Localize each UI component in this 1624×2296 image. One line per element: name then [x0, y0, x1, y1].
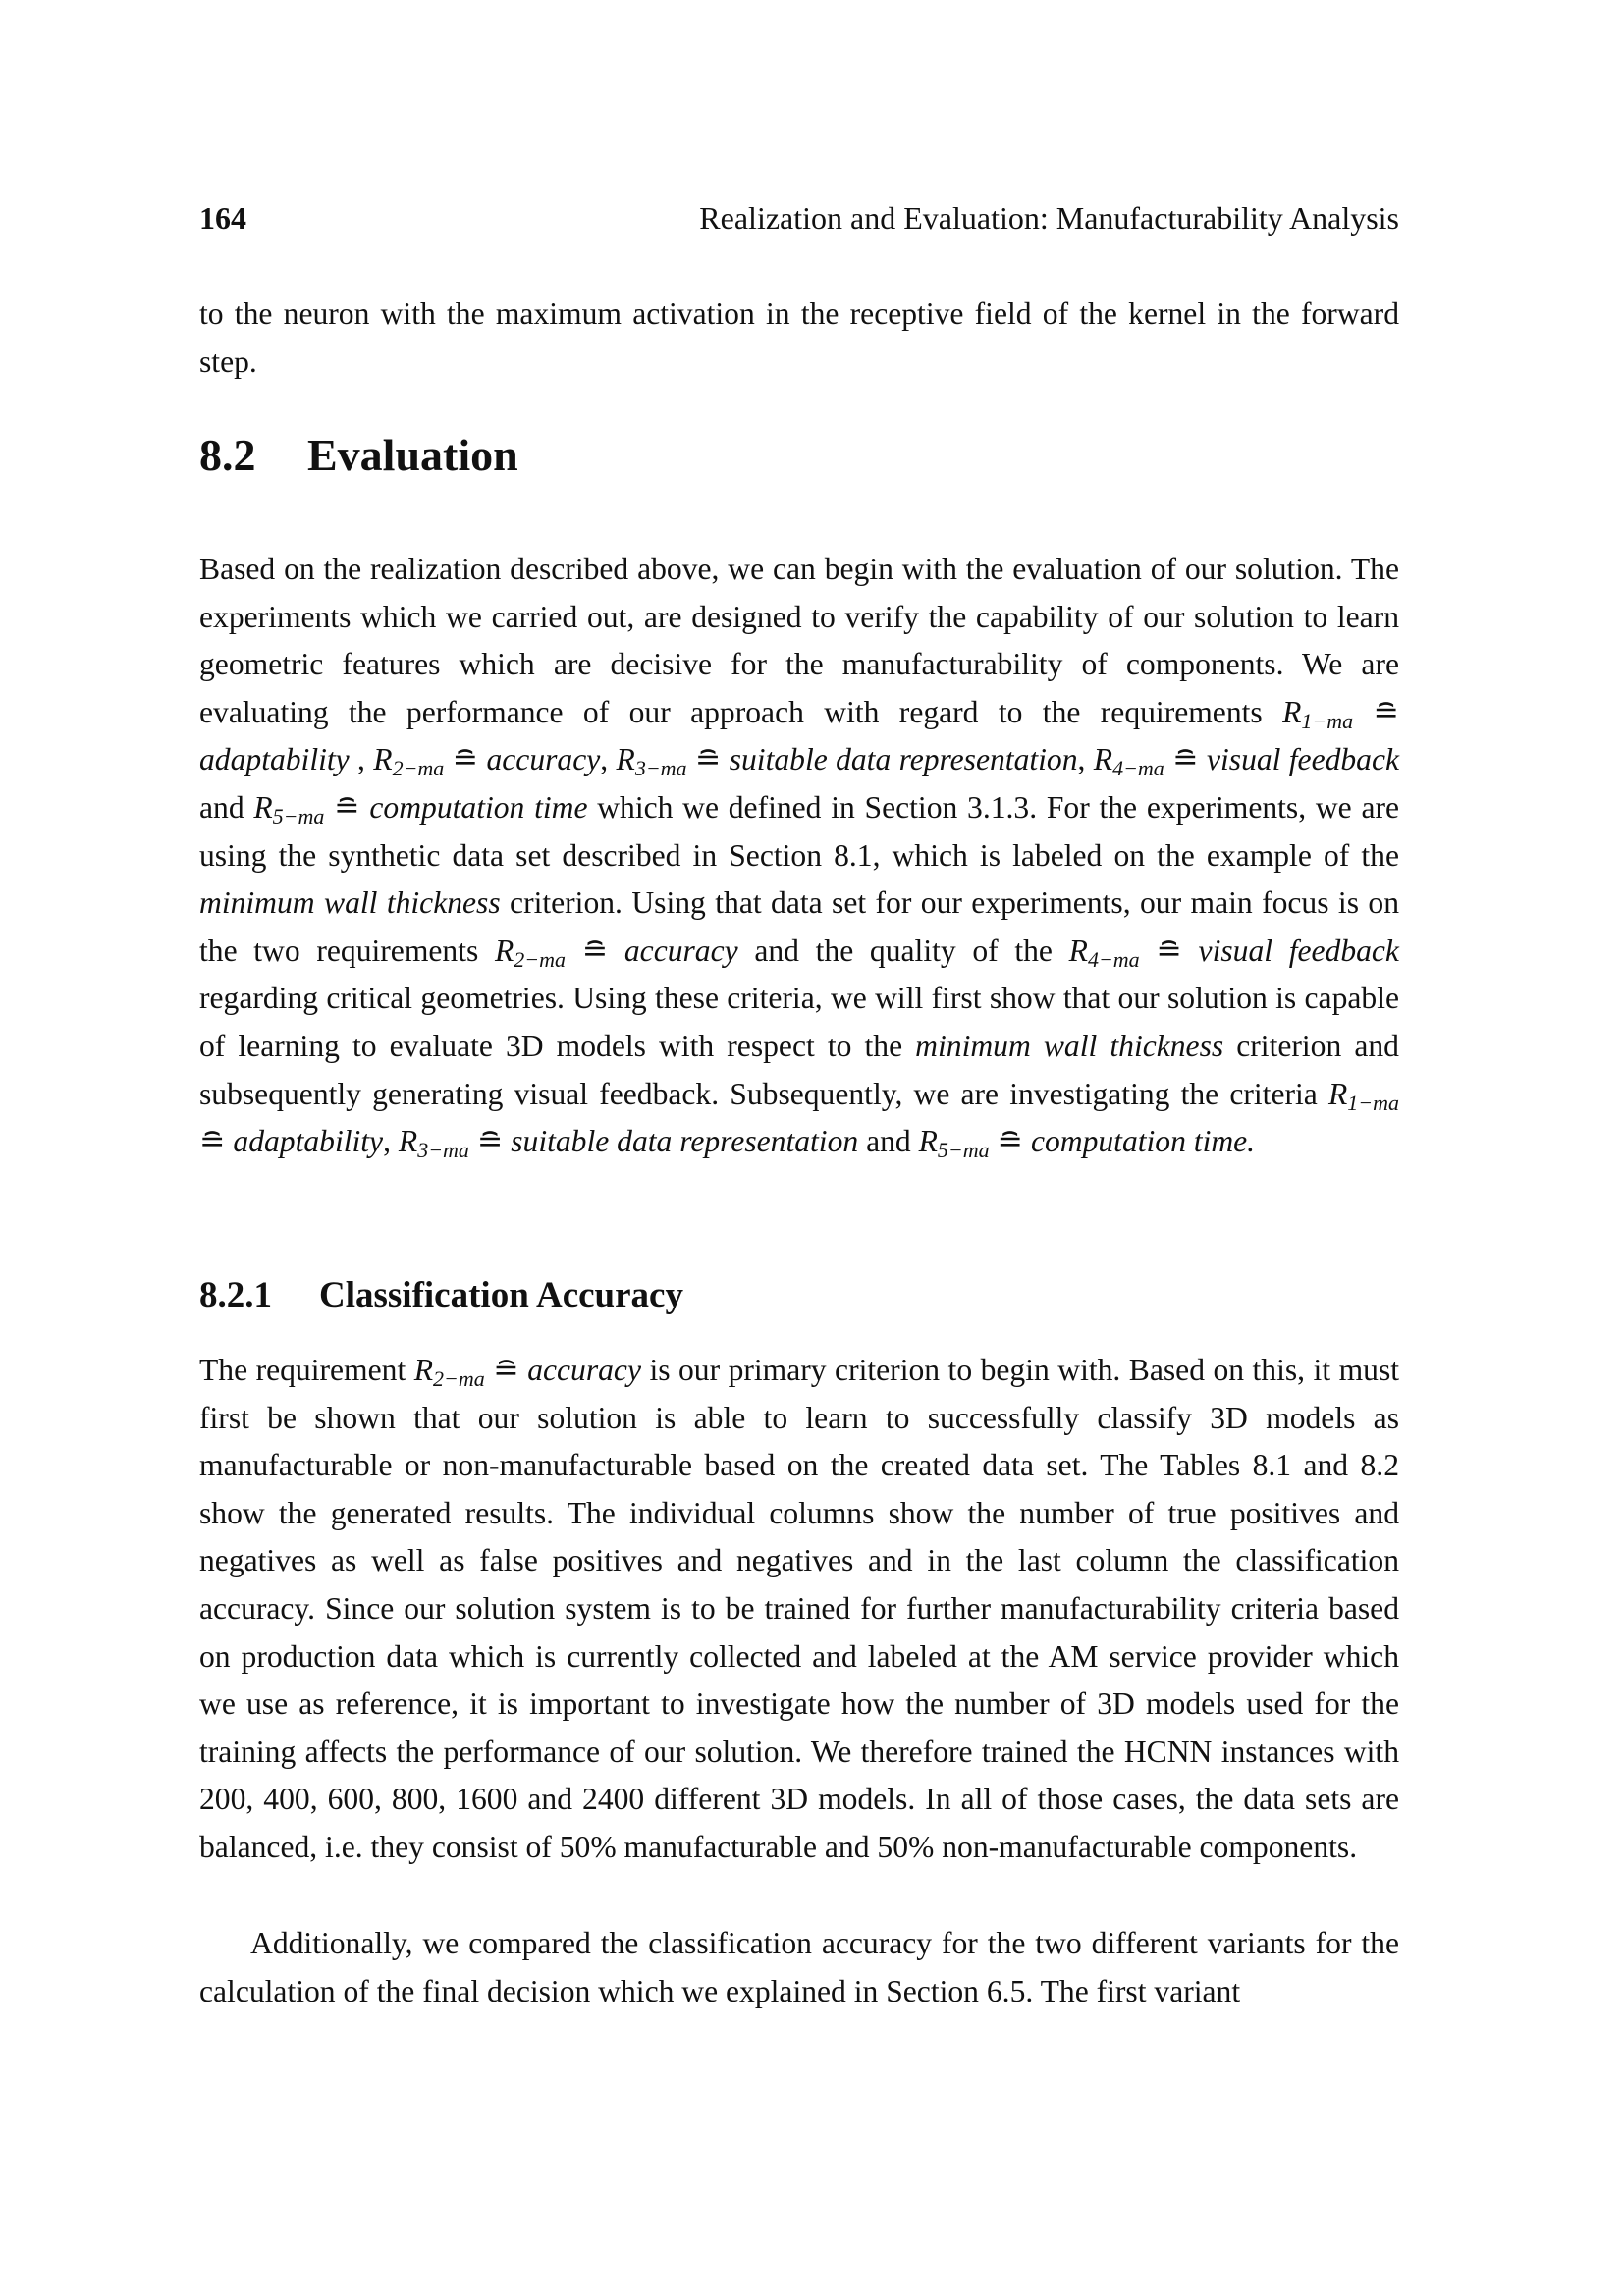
math-symbol: R: [253, 789, 273, 825]
corresponds-symbol: ≘: [581, 933, 609, 968]
text-run: criterion and subsequently generating visual feedback. Subsequently, we are investigating the criteria: [199, 1028, 1399, 1111]
emphasis-term: minimum wall thickness: [915, 1028, 1224, 1063]
text-run: regarding critical geometries. Using these criteria, we will first show that our solution is capable of learning to evaluate 3D models with respect to the: [199, 981, 1399, 1063]
subsection-number: 8.2.1: [199, 1275, 272, 1315]
text-run: is our primary criterion to begin with. Based on this, it must first be shown that our solution is able to learn to successfully classify 3D models as manufacturable or non-manufacturable based on the created data set. The Tables 8.1 and 8.2 show the generated results. The individual columns show the number of true positives and negatives as well as false positives and negatives and in the last column the classification accuracy. Since our solution system is to be trained for further manufacturability criteria based on production data which is currently collected and labeled at the AM service provider which we use as reference, it is important to investigate how the number of 3D models used for the training affects the performance of our solution. We therefore trained the HCNN instances with 200, 400, 600, 800, 1600 and 2400 different 3D models. In all of those cases, the data sets are balanced, i.e. they consist of 50% manufacturable and 50% non-manufacturable components.: [199, 1353, 1400, 1864]
corresponds-symbol: ≘: [1373, 694, 1399, 729]
intro-continuation-paragraph: to the neuron with the maximum activation in the receptive field of the kernel in the forward step.: [199, 296, 1399, 379]
math-symbol: R: [494, 933, 514, 968]
text-run: and the quality of the: [737, 933, 1069, 968]
corresponds-symbol: ≘: [334, 789, 360, 825]
corresponds-symbol: ≘: [1172, 742, 1199, 777]
section-heading: [199, 428, 518, 483]
math-symbol: R: [373, 742, 393, 777]
math-subscript: 2−ma: [433, 1366, 485, 1391]
text-run: criterion. Using that data set for our experiments, our main focus is on the two requirements: [199, 885, 1399, 968]
subsection-heading: [199, 1272, 683, 1319]
math-term: accuracy: [527, 1353, 641, 1387]
text-run: The requirement: [199, 1353, 414, 1387]
evaluation-paragraph: [199, 546, 1399, 1166]
math-term: computation time: [369, 789, 588, 825]
math-term: suitable data representation: [729, 742, 1078, 777]
math-symbol: R: [1327, 1076, 1348, 1111]
math-term: suitable data representation: [511, 1124, 859, 1159]
corresponds-symbol: ≘: [1156, 933, 1182, 968]
math-subscript: 5−ma: [937, 1138, 990, 1163]
math-symbol: R: [413, 1353, 434, 1387]
section-title: Evaluation: [307, 430, 518, 480]
math-subscript: 4−ma: [1112, 756, 1164, 781]
corresponds-symbol: ≘: [199, 1124, 226, 1159]
math-symbol: R: [1282, 694, 1302, 729]
running-title: Realization and Evaluation: Manufacturability Analysis: [699, 200, 1399, 236]
corresponds-symbol: ≘: [694, 742, 722, 777]
classification-accuracy-paragraph: [199, 1347, 1399, 1872]
math-subscript: 5−ma: [272, 803, 325, 828]
math-symbol: R: [1093, 742, 1113, 777]
math-symbol: R: [398, 1124, 418, 1159]
math-subscript: 2−ma: [514, 946, 567, 972]
emphasis-term: minimum wall thickness: [199, 885, 501, 921]
math-term: adaptability: [199, 742, 350, 777]
text-run: and: [858, 1124, 919, 1159]
math-term: computation time.: [1030, 1124, 1256, 1159]
math-term: visual feedback: [1198, 933, 1399, 968]
math-symbol: R: [1068, 933, 1088, 968]
text-run: ,: [349, 742, 374, 777]
math-term: accuracy: [486, 742, 601, 777]
math-subscript: 4−ma: [1087, 946, 1140, 972]
text-run: which we defined in Section 3.1.3. For the experiments, we are using the synthetic data set described in Section 8.1, which is labeled on the example of the: [199, 789, 1400, 873]
corresponds-symbol: ≘: [452, 742, 479, 777]
page-number: 164: [199, 200, 246, 236]
math-term: visual feedback: [1206, 742, 1400, 777]
text-run: and: [199, 789, 254, 825]
text-run: ,: [1077, 742, 1094, 777]
corresponds-symbol: ≘: [493, 1353, 519, 1387]
text-run: ,: [600, 742, 617, 777]
subsection-title: Classification Accuracy: [319, 1275, 683, 1315]
math-subscript: 3−ma: [417, 1138, 469, 1163]
math-subscript: 1−ma: [1347, 1090, 1399, 1115]
math-symbol: R: [616, 742, 635, 777]
math-subscript: 2−ma: [392, 756, 445, 781]
text-run: ,: [383, 1124, 399, 1159]
math-symbol: R: [918, 1124, 938, 1159]
section-number: 8.2: [199, 430, 256, 480]
variants-paragraph: Additionally, we compared the classification accuracy for the two different variants for the calculation of the final decision which we explained in Section 6.5. The first variant: [199, 1926, 1399, 2008]
corresponds-symbol: ≘: [997, 1124, 1024, 1159]
math-subscript: 1−ma: [1301, 708, 1354, 733]
math-subscript: 3−ma: [634, 756, 687, 781]
text-run: Based on the realization described above, we can begin with the evaluation of our solution. The experiments which we carried out, are designed to verify the capability of our solution to learn geometric features which are decisive for the manufacturability of components. We are evaluating the performance of our approach with regard to the requirements: [199, 552, 1399, 729]
running-header: [199, 195, 1399, 240]
math-term: accuracy: [623, 933, 738, 968]
corresponds-symbol: ≘: [476, 1124, 504, 1159]
math-term: adaptability: [233, 1124, 384, 1159]
